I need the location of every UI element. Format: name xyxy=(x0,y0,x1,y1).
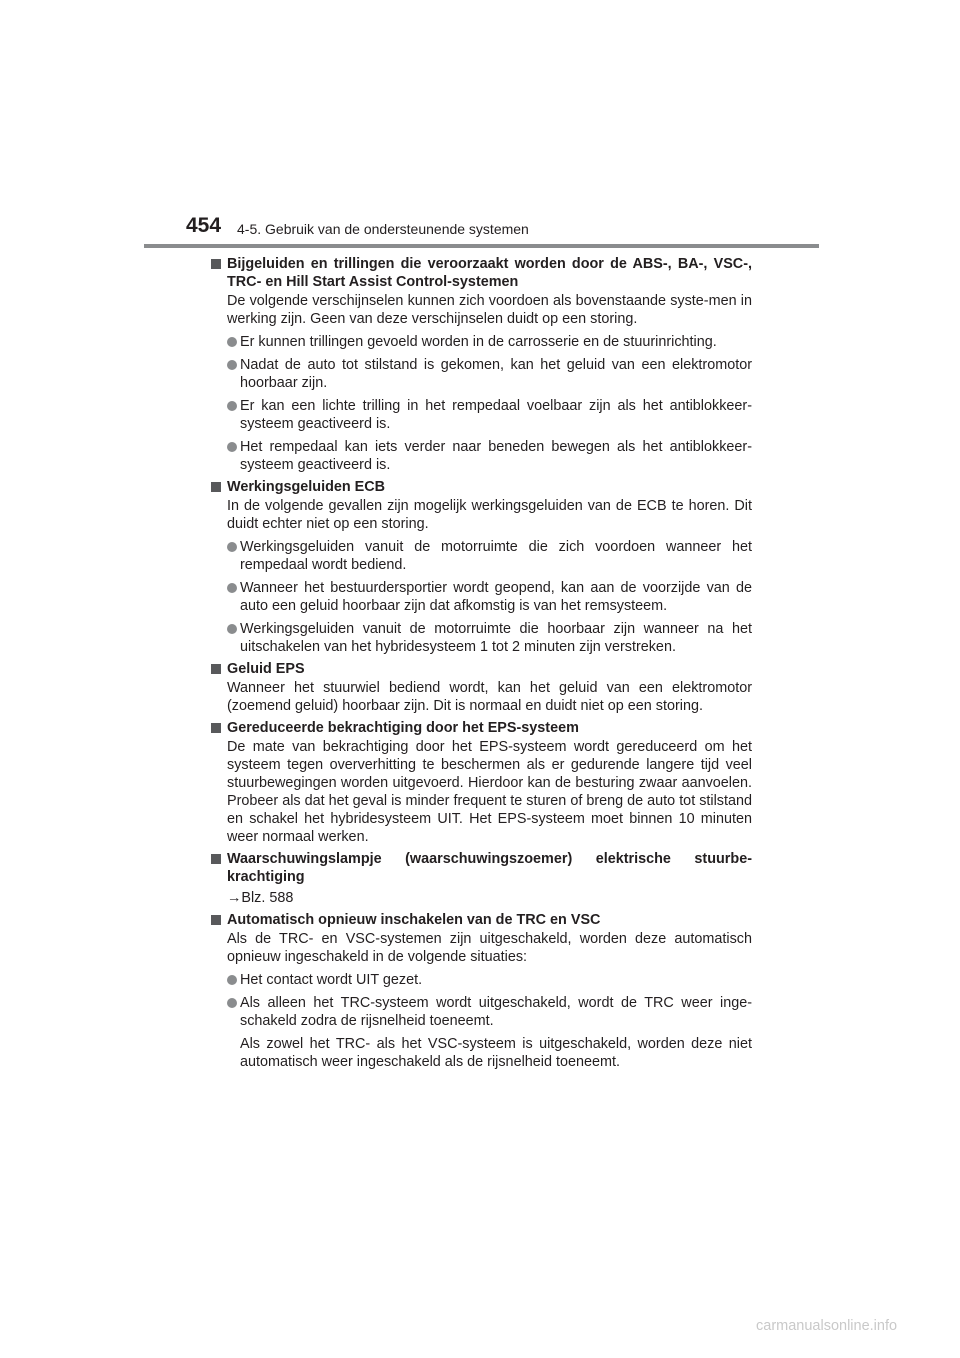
section-heading: Bijgeluiden en trillingen die veroorzaakt worden door de ABS-, BA-, VSC-, TRC- en Hill Start Assist Control-systemen xyxy=(227,256,752,290)
section-text: In de volgende gevallen zijn mogelijk werkingsgeluiden van de ECB te horen. Dit duidt echter niet op een storing. xyxy=(227,498,752,532)
section-heading: Geluid EPS xyxy=(227,661,305,677)
square-bullet-icon xyxy=(211,723,221,733)
bullet-item: Het contact wordt UIT gezet. xyxy=(227,971,752,989)
round-bullet-icon xyxy=(227,542,237,552)
section-warning-light xyxy=(210,850,752,907)
bullet-note: Als zowel het TRC- als het VSC-systeem is uitgeschakeld, worden deze niet automatisch weer ingeschakeld als de rijsnelheid toeneemt. xyxy=(240,1036,752,1070)
round-bullet-icon xyxy=(227,360,237,370)
page-content xyxy=(210,255,752,1075)
square-bullet-icon xyxy=(211,482,221,492)
round-bullet-icon xyxy=(227,624,237,634)
chapter-title: 4-5. Gebruik van de ondersteunende systemen xyxy=(237,221,529,237)
round-bullet-icon xyxy=(227,401,237,411)
section-heading: Gereduceerde bekrachtiging door het EPS-systeem xyxy=(227,720,579,736)
square-bullet-icon xyxy=(211,854,221,864)
square-bullet-icon xyxy=(211,664,221,674)
bullet-item: Werkingsgeluiden vanuit de motorruimte die hoorbaar zijn wanneer na het uitschakelen van het hybridesysteem 1 tot 2 minuten zijn verstreken. xyxy=(227,620,752,656)
round-bullet-icon xyxy=(227,583,237,593)
page-number: 454 xyxy=(186,214,222,237)
section-text: Als de TRC- en VSC-systemen zijn uitgeschakeld, worden deze automatisch opnieuw ingeschakeld in de volgende situaties: xyxy=(227,931,752,965)
bullet-item: Nadat de auto tot stilstand is gekomen, kan het geluid van een elektromotor hoorbaar zijn. xyxy=(227,356,752,392)
section-heading: Werkingsgeluiden ECB xyxy=(227,479,386,495)
bullet-item: Er kan een lichte trilling in het rempedaal voelbaar zijn als het antiblokkeer-systeem geactiveerd is. xyxy=(227,397,752,433)
round-bullet-icon xyxy=(227,442,237,452)
round-bullet-icon xyxy=(227,998,237,1008)
bullet-item: Het rempedaal kan iets verder naar beneden bewegen als het antiblokkeer-systeem geactiveerd is. xyxy=(227,438,752,474)
square-bullet-icon xyxy=(211,915,221,925)
section-text: De volgende verschijnselen kunnen zich voordoen als bovenstaande syste-men in werking zijn. Geen van deze verschijnselen duidt op een storing. xyxy=(227,293,752,327)
section-eps-reduced xyxy=(210,719,752,846)
section-eps-sound xyxy=(210,660,752,715)
page-reference-link[interactable]: →Blz. 588 xyxy=(227,890,294,906)
section-ecb-sounds xyxy=(210,478,752,656)
square-bullet-icon xyxy=(211,259,221,269)
header-rule xyxy=(144,244,819,248)
round-bullet-icon xyxy=(227,975,237,985)
round-bullet-icon xyxy=(227,337,237,347)
section-heading: Automatisch opnieuw inschakelen van de TRC en VSC xyxy=(227,912,601,928)
bullet-item: Als alleen het TRC-systeem wordt uitgeschakeld, wordt de TRC weer inge-schakeld zodra de rijsnelheid toeneemt. xyxy=(227,994,752,1030)
bullet-item: Wanneer het bestuurdersportier wordt geopend, kan aan de voorzijde van de auto een geluid hoorbaar zijn dat afkomstig is van het remsysteem. xyxy=(227,579,752,615)
section-text: De mate van bekrachtiging door het EPS-systeem wordt gereduceerd om het systeem tegen oververhitting te beschermen als er gedurende langere tijd veel stuurbewegingen worden uitgevoerd. Hierdoor kan de besturing zwaar aanvoelen. Probeer als dat het geval is minder frequent te sturen of breng de auto tot stilstand en schakel het hybridesysteem UIT. Het EPS-systeem moet binnen 10 minuten weer normaal werken. xyxy=(227,739,752,845)
section-text: Wanneer het stuurwiel bediend wordt, kan het geluid van een elektromotor (zoemend geluid) hoorbaar zijn. Dit is normaal en duidt niet op een storing. xyxy=(227,680,752,714)
watermark: carmanualsonline.info xyxy=(756,1318,898,1334)
page-header xyxy=(186,214,818,248)
bullet-item: Er kunnen trillingen gevoeld worden in de carrosserie en de stuurinrichting. xyxy=(227,333,752,351)
bullet-item: Werkingsgeluiden vanuit de motorruimte die zich voordoen wanneer het rempedaal wordt bediend. xyxy=(227,538,752,574)
section-heading: Waarschuwingslampje (waarschuwingszoemer) elektrische stuurbe-krachtiging xyxy=(227,851,752,885)
section-trc-vsc xyxy=(210,911,752,1071)
section-abs-noise xyxy=(210,255,752,474)
